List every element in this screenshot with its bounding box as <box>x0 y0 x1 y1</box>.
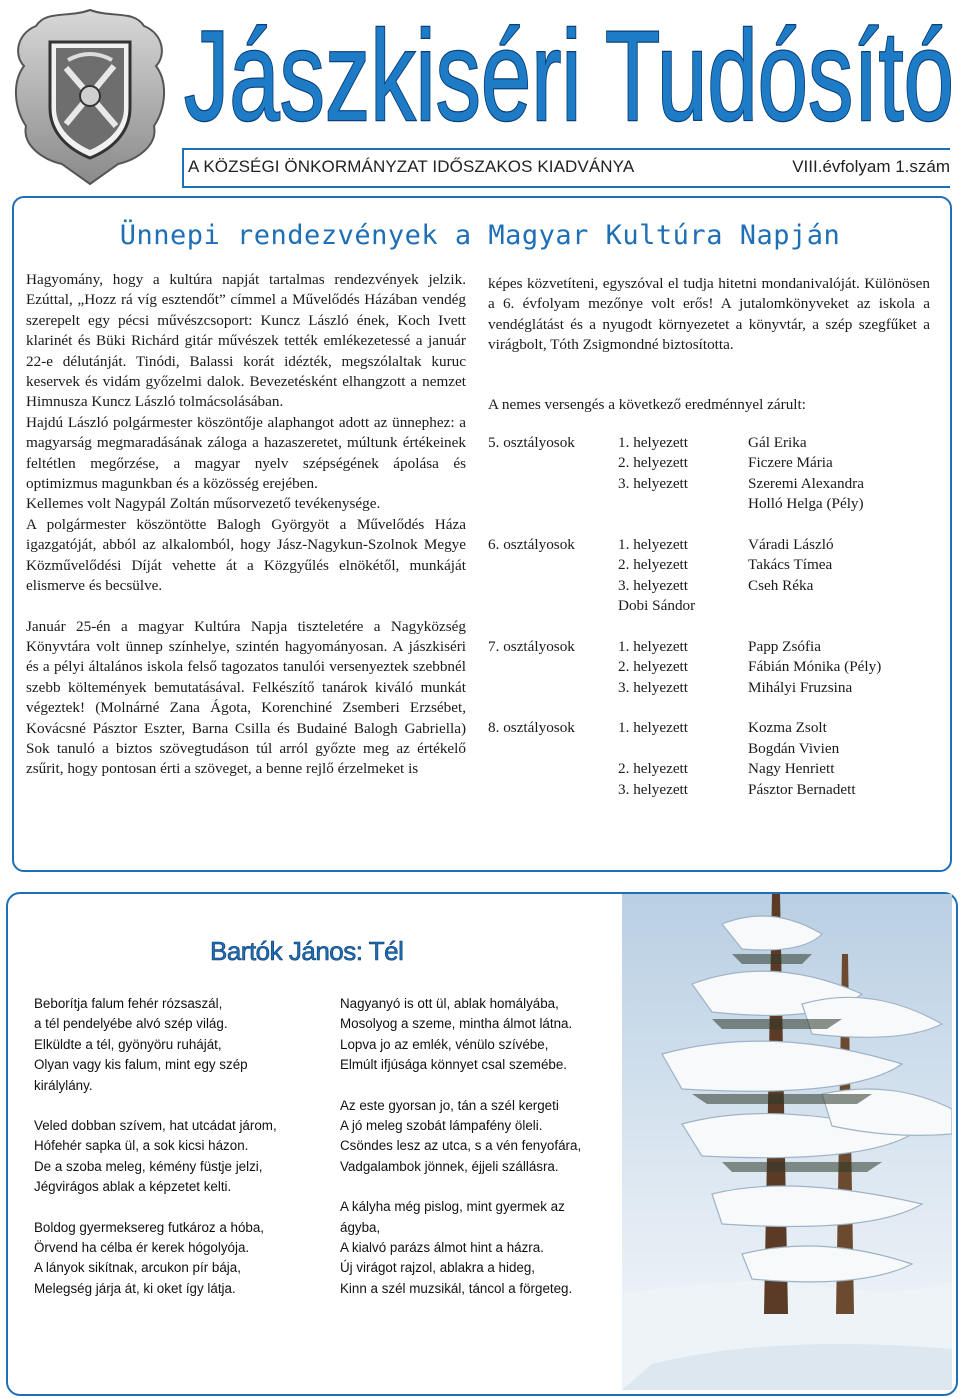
poem-line: Új virágot rajzol, ablakra a hideg, <box>340 1260 536 1276</box>
poem-line: Olyan vagy kis falum, mint egy szép <box>34 1057 248 1073</box>
poem-line: Nagyanyó is ott ül, ablak homályába, <box>340 996 559 1011</box>
student-name: Ficzere Mária <box>748 454 833 472</box>
results-intro: A nemes versengés a következő eredménnyel zárult: <box>488 396 806 413</box>
article-paragraph: Hagyomány, hogy a kultúra napját tartalmas rendezvények jelzik. Ezúttal, „Hozz rá víg esztendőt” címmel a Művelődés Házában vendég szerepelt egy pécsi művészcsoport: Kuncz László ének, Koch Ivett klarinét és Büki Richárd gitár művészek tették emlékezetessé a január 22-e délutánját. Tinódi, Balassi korát idézték, megszólaltak kuruc keservek és vidám győzelmi dalok. Bevezetésként elhangzott a nemzet Himnusza Kuncz László tolmácsolásában. <box>26 271 466 411</box>
snowy-tree-icon <box>622 894 952 1390</box>
place-label: 2. helyezett <box>618 658 688 676</box>
results-group-7 <box>488 638 928 699</box>
result-row <box>488 577 928 597</box>
article-paragraph: Kellemes volt Nagypál Zoltán műsorvezető tevékenysége. <box>26 495 381 513</box>
student-name: Fábián Mónika (Pély) <box>748 658 882 676</box>
poem-line: Beborítja falum fehér rózsaszál, <box>34 996 223 1011</box>
poem-line: Elmúlt ifjúsága könnyet csal szemébe. <box>340 1057 568 1073</box>
result-row <box>488 638 928 658</box>
poem-line: De a szoba meleg, kémény füstje jelzi, <box>34 1158 263 1174</box>
poem-stanza <box>340 1197 640 1299</box>
place-label: 3. helyezett <box>618 576 688 594</box>
place-label: 2. helyezett <box>618 454 688 472</box>
student-name: Papp Zsófia <box>748 637 821 655</box>
result-row <box>488 760 928 780</box>
result-row <box>488 556 928 576</box>
poem-line: Jégvirágos ablak a képzetet kelti. <box>34 1179 232 1195</box>
poem-stanza <box>34 1218 334 1300</box>
student-name: Mihályi Fruzsina <box>748 678 853 696</box>
article-left-column <box>26 270 466 780</box>
student-name: Takács Tímea <box>748 556 833 574</box>
poem-line: királylány. <box>34 1077 93 1093</box>
result-row <box>488 536 928 556</box>
place-label: 2. helyezett <box>618 556 688 574</box>
poem-line: Csöndes lesz az utca, s a vén fenyofára, <box>340 1138 582 1154</box>
poem-line: Hófehér sapka ül, a sok kicsi házon. <box>34 1138 249 1154</box>
poem-stanza <box>340 1096 640 1178</box>
results-group-8 <box>488 719 928 801</box>
poem-stanza <box>34 1116 334 1198</box>
volume-label: VIII.évfolyam 1.szám <box>792 157 950 176</box>
student-name: Pásztor Bernadett <box>748 780 856 798</box>
results-group-6 <box>488 536 928 618</box>
result-row <box>488 454 928 474</box>
poem-line: Örvend ha célba ér kerek hógolyója. <box>34 1240 250 1256</box>
poem-line: A kialvó parázs álmot hint a házra. <box>340 1240 544 1256</box>
place-label: 1. helyezett <box>618 719 688 737</box>
poem-line: ágyba, <box>340 1219 381 1235</box>
masthead-title <box>180 0 960 140</box>
poem-line: Az este gyorsan jo, tán a szél kergeti <box>340 1097 559 1113</box>
masthead-title-text: Jászkiséri Tudósító <box>184 5 954 140</box>
poem-right-column <box>340 994 640 1319</box>
class-label: 7. osztályosok <box>488 637 575 655</box>
class-label: 6. osztályosok <box>488 535 575 553</box>
poem-line: Vadgalambok jönnek, éjjeli szállásra. <box>340 1158 559 1174</box>
poem-line: Elküldte a tél, gyönyöru ruháját, <box>34 1036 222 1052</box>
place-label: 3. helyezett <box>618 474 688 492</box>
poem-stanza <box>34 994 334 1096</box>
place-label: 2. helyezett <box>618 760 688 778</box>
publisher-label: A KÖZSÉGI ÖNKORMÁNYZAT IDŐSZAKOS KIADVÁNYA <box>188 157 635 176</box>
poem-line: Boldog gyermeksereg futkároz a hóba, <box>34 1219 265 1235</box>
poem-line: Mosolyog a szeme, mintha álmot látna. <box>340 1016 573 1032</box>
poem-left-column <box>34 994 334 1319</box>
poem-title: Bartók János: Tél <box>210 936 404 966</box>
article-paragraph: A polgármester köszöntötte Balogh Györgyöt a Művelődés Háza igazgatóját, abból az alkalomból, hogy Jász-Nagykun-Szolnok Megye Közművelődési Díját vehette át a Közgyűlés elnökétől, munkáját elismerve és becsülve. <box>26 515 466 595</box>
student-name: Gál Erika <box>748 434 807 451</box>
student-name: Bogdán Vivien <box>748 739 840 757</box>
result-row <box>488 434 928 454</box>
article-paragraph: Hajdú László polgármester köszöntője alaphangot adott az ünnephez: a magyarság megmaradásának záloga a hazaszeretet, múltunk értékeinek feltétlen megőrzése, a magyar nyelv szépségének ápolása és optimizmus magunkban és a közösség erejében. <box>26 413 466 493</box>
student-name: Nagy Henriett <box>748 760 835 778</box>
result-row <box>488 495 928 515</box>
poem-stanza <box>340 994 640 1076</box>
article-headline: Ünnepi rendezvények a Magyar Kultúra Napján <box>119 220 841 251</box>
poem-line: Veled dobban szívem, hat utcádat járom, <box>34 1118 277 1134</box>
student-name: Holló Helga (Pély) <box>748 495 864 513</box>
results-group-5 <box>488 434 928 516</box>
coat-of-arms-icon <box>6 4 174 188</box>
masthead-subtitle-bar <box>182 148 950 188</box>
place-label: 1. helyezett <box>618 637 688 655</box>
class-label: 8. osztályosok <box>488 719 575 737</box>
poem-line: Kinn a szél muzsikál, táncol a förgeteg. <box>340 1280 573 1296</box>
student-name: Cseh Réka <box>748 576 814 594</box>
result-row <box>488 597 928 617</box>
poem-line: Lopva jo az emlék, vénülo szívébe, <box>340 1036 549 1052</box>
article-paragraph: képes közvetíteni, egyszóval el tudja hitetni mondanivalóját. Különösen a 6. évfolyam mezőnye volt erős! A jutalomkönyveket az iskola a vendéglátást és a nyugodt környezetet a könyvtár, a szép szegfűket a virágbolt, Tóth Zsigmondné biztosította. <box>488 275 930 354</box>
result-row <box>488 740 928 760</box>
poem-line: A lányok sikítnak, arcukon pír bája, <box>34 1260 241 1276</box>
student-name: Szeremi Alexandra <box>748 474 864 492</box>
poem-line: Melegség járja át, ki oket így látja. <box>34 1280 236 1296</box>
result-row <box>488 781 928 801</box>
place-label: 3. helyezett <box>618 678 688 696</box>
article-paragraph: Január 25-én a magyar Kultúra Napja tiszteletére a Nagyközség Könyvtára volt ünnep színhelye, szintén hagyományosan. A jászkiséri és a pélyi általános iskola felső tagozatos tanulói versenyeztek szebbnél szebb költemények bemutatásával. Felkészítő tanárok kiváló munkát végeztek! (Molnárné Zana Ágota, Korenchiné Zsemberi Erzsébet, Kovácsné Pásztor Eszter, Barna Csilla és Budainé Balogh Gabriella) Sok tanuló a biztos szövegtudáson túl arról győzte meg az értékelő zsűrit, hogy pontosan érti a szöveget, a benne rejlő érzelmeket is <box>26 617 466 778</box>
article-right-column <box>488 274 930 356</box>
student-name: Kozma Zsolt <box>748 719 827 737</box>
place-label: 1. helyezett <box>618 434 688 451</box>
result-row <box>488 679 928 699</box>
class-label: 5. osztályosok <box>488 434 575 451</box>
poem-line: a tél pendelyébe alvó szép világ. <box>34 1016 228 1032</box>
student-name: Váradi László <box>748 535 834 553</box>
results-list <box>488 434 928 801</box>
poem-line: A jó meleg szobát lámpafény öleli. <box>340 1118 543 1134</box>
result-row <box>488 719 928 739</box>
place-label: 1. helyezett <box>618 535 688 553</box>
place-label: 3. helyezett <box>618 780 688 798</box>
result-row <box>488 658 928 678</box>
poem-line: A kályha még pislog, mint gyermek az <box>340 1199 565 1215</box>
student-name: Dobi Sándor <box>618 597 696 615</box>
result-row <box>488 475 928 495</box>
